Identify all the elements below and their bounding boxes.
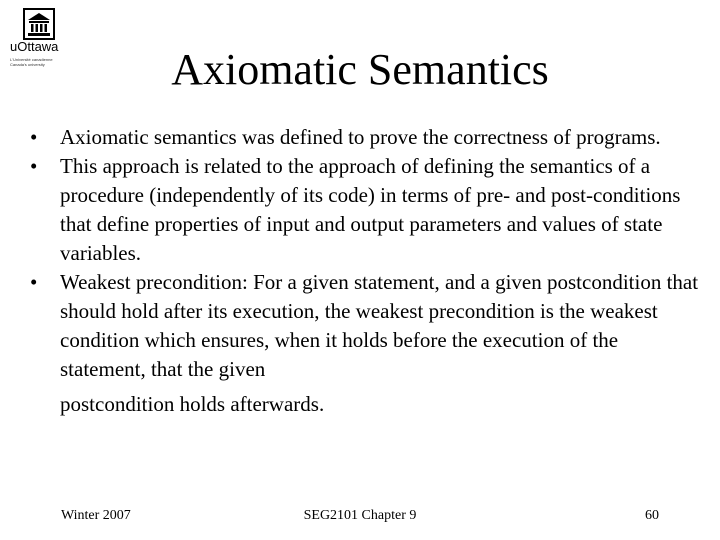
logo-wordmark: uOttawa	[10, 39, 59, 54]
slide-number: 60	[645, 508, 659, 523]
logo-tagline-line-2: Canada's university	[10, 62, 45, 67]
bullet-text: This approach is related to the approach of defining the semantics of a procedure (independently of its code) in terms of pre- and post-conditions that define properties of input and output parameters and values of state variables.	[60, 154, 681, 265]
bullet-marker: •	[30, 154, 38, 178]
logo-tagline-line-1: L'Université canadienne	[10, 57, 53, 62]
bullet-text: Weakest precondition: For a given statement, and a given postcondition that should hold after its execution, the weakest precondition is the weakest condition which ensures, when it holds before the execution of the statement, that the given	[60, 270, 699, 381]
bullet-item	[30, 123, 700, 152]
building-emblem-icon	[23, 8, 55, 40]
bullet-item	[30, 268, 700, 419]
footer-date: Winter 2007	[61, 508, 131, 523]
slide-title: Axiomatic Semantics	[171, 45, 549, 94]
bullet-marker: •	[30, 270, 38, 294]
bullet-item	[30, 152, 700, 268]
bullet-text: Axiomatic semantics was defined to prove the correctness of programs.	[60, 125, 661, 149]
bullet-list	[30, 123, 700, 419]
bullet-text-continuation: postcondition holds afterwards.	[60, 392, 325, 416]
bullet-marker: •	[30, 125, 38, 149]
footer-course: SEG2101 Chapter 9	[303, 508, 417, 523]
